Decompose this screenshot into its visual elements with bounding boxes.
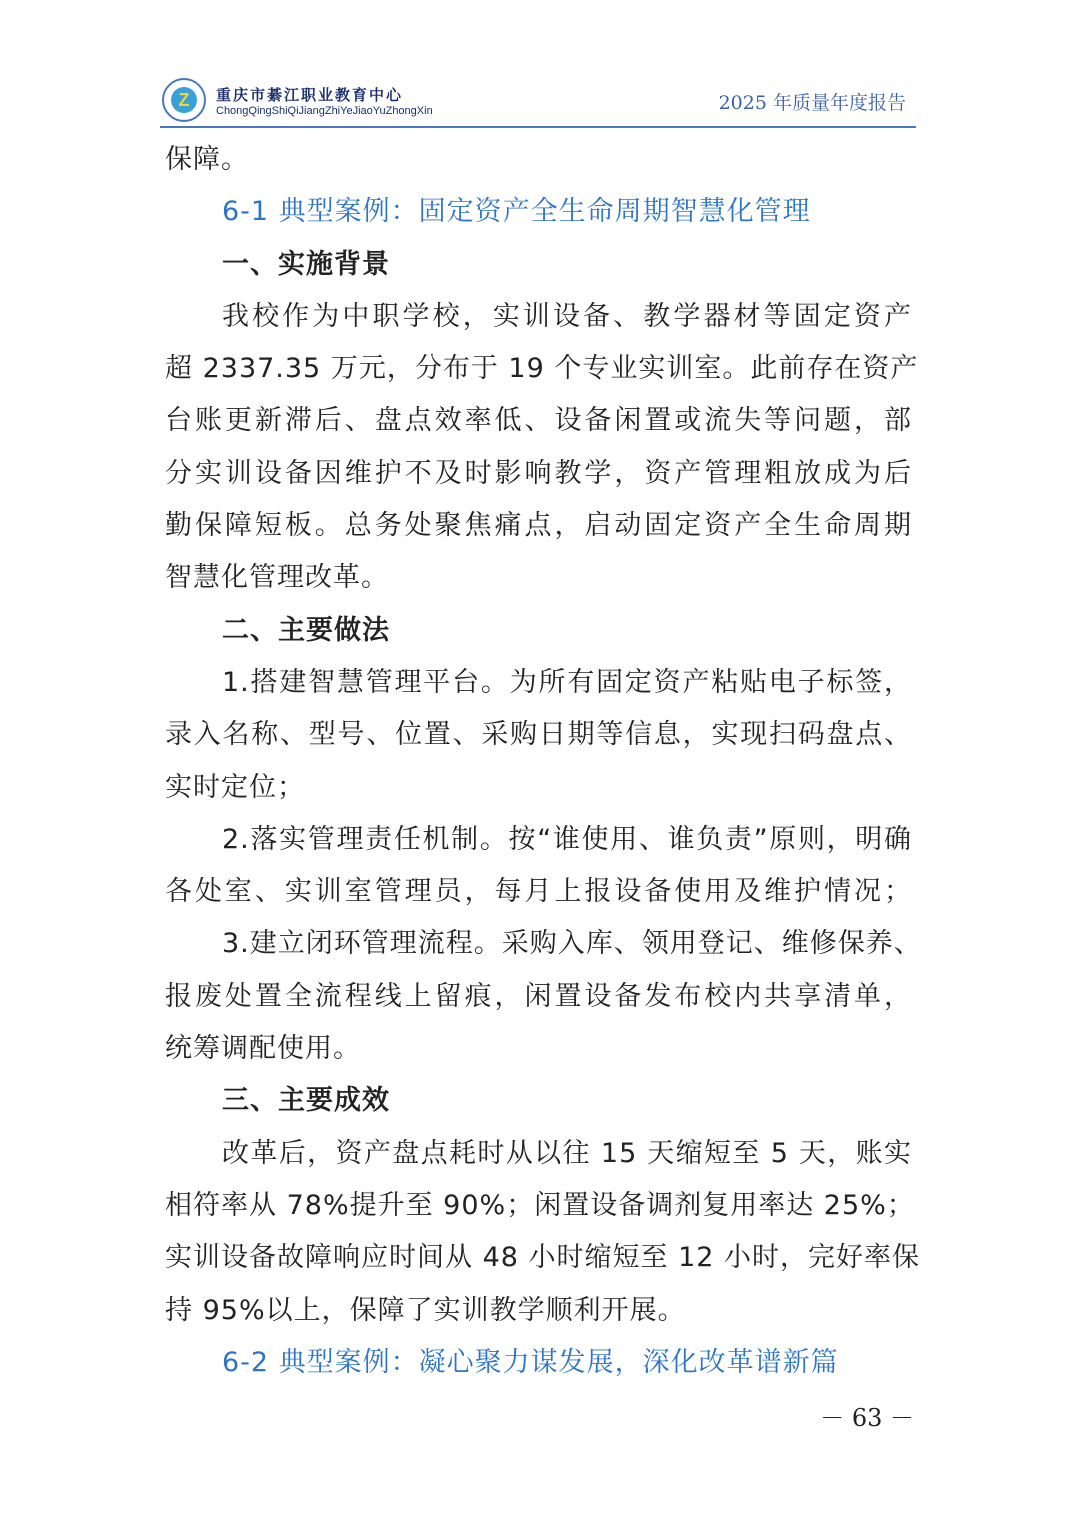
- section-heading: 三、主要成效: [222, 1085, 390, 1117]
- document-body: [165, 134, 922, 1389]
- school-logo-icon: Z: [162, 78, 206, 122]
- text-line: 保障。: [165, 144, 249, 175]
- school-name-cn: 重庆市綦江职业教育中心: [216, 86, 404, 104]
- text-line: 台账更新滞后、盘点效率低、设备闲置或流失等问题，部: [165, 405, 912, 437]
- text-line: 统筹调配使用。: [165, 1033, 361, 1065]
- text-line: 1.搭建智慧管理平台。为所有固定资产粘贴电子标签，: [222, 666, 912, 698]
- text-line: 我校作为中职学校，实训设备、教学器材等固定资产: [222, 300, 912, 332]
- text-line: 改革后，资产盘点耗时从以往 15 天缩短至 5 天，账实: [222, 1137, 912, 1169]
- text-line: 实时定位；: [165, 771, 305, 803]
- text-line: 2.落实管理责任机制。按“谁使用、谁负责”原则，明确: [222, 823, 912, 855]
- report-title: 2025 年质量年度报告: [718, 92, 906, 114]
- text-line: 实训设备故障响应时间从 48 小时缩短至 12 小时，完好率保: [165, 1242, 921, 1274]
- page-number: － 63 －: [820, 1404, 914, 1432]
- text-line: 3.建立闭环管理流程。采购入库、领用登记、维修保养、: [222, 928, 922, 960]
- school-name-en: ChongQingShiQiJiangZhiYeJiaoYuZhongXin: [216, 105, 433, 117]
- text-line: 报废处置全流程线上留痕，闲置设备发布校内共享清单，: [165, 980, 912, 1012]
- text-line: 智慧化管理改革。: [165, 562, 389, 594]
- case-heading: 6-2 典型案例：凝心聚力谋发展，深化改革谱新篇: [222, 1346, 839, 1378]
- text-line: 超 2337.35 万元，分布于 19 个专业实训室。此前存在资产: [165, 353, 919, 385]
- page-header: [160, 76, 916, 128]
- text-line: 相符率从 78%提升至 90%；闲置设备调剂复用率达 25%；: [165, 1189, 915, 1221]
- section-heading: 一、实施背景: [222, 248, 390, 280]
- text-line: 勤保障短板。总务处聚焦痛点，启动固定资产全生命周期: [165, 510, 912, 542]
- text-line: 分实训设备因维护不及时影响教学，资产管理粗放成为后: [165, 457, 912, 489]
- text-line: 持 95%以上，保障了实训教学顺利开展。: [165, 1294, 686, 1326]
- case-heading: 6-1 典型案例：固定资产全生命周期智慧化管理: [222, 196, 811, 228]
- text-line: 各处室、实训室管理员，每月上报设备使用及维护情况；: [165, 876, 912, 908]
- section-heading: 二、主要做法: [222, 614, 390, 646]
- text-line: 录入名称、型号、位置、采购日期等信息，实现扫码盘点、: [165, 719, 912, 751]
